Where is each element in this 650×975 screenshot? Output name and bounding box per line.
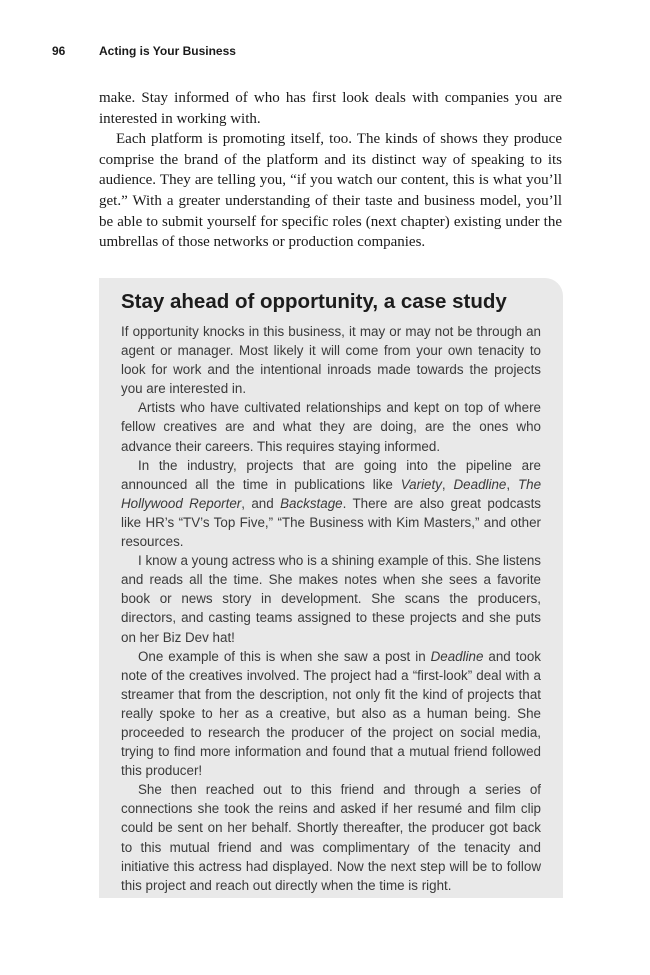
text-run: , and bbox=[241, 495, 281, 511]
case-study-box bbox=[99, 278, 563, 898]
case-study-paragraph bbox=[121, 647, 541, 781]
text-run: , bbox=[441, 476, 454, 492]
case-study-title: Stay ahead of opportunity, a case study bbox=[121, 290, 507, 313]
text-run: , bbox=[506, 476, 518, 492]
text-run: One example of this is when she saw a post in bbox=[138, 648, 431, 664]
case-study-paragraph: If opportunity knocks in this business, it may or may not be through an agent or manager. Most likely it will come from your own tenacity to look for work and the intentional inroads made towards the projects you are interested in. bbox=[121, 324, 541, 397]
publication-name: Backstage bbox=[280, 495, 343, 511]
body-paragraph: make. Stay informed of who has first look deals with companies you are interested in working with. bbox=[99, 90, 562, 127]
publication-name: The Hollywood Reporter bbox=[121, 476, 542, 511]
body-text bbox=[99, 88, 562, 253]
text-run: In the industry, projects that are going into the pipeline are announced all the time in publications like bbox=[121, 457, 541, 492]
publication-name: Variety bbox=[400, 476, 442, 492]
page-number: 96 bbox=[52, 44, 66, 58]
case-study-paragraph: I know a young actress who is a shining example of this. She listens and reads all the time. She makes notes when she sees a favorite book or news story in development. She scans the producers, directors, and casting teams assigned to these projects and she puts on her Biz Dev hat! bbox=[121, 553, 541, 645]
text-run: . There are also great podcasts like HR’s “TV’s Top Five,” “The Business with Kim Masters,” and other resources. bbox=[121, 495, 541, 550]
publication-name: Deadline bbox=[430, 648, 484, 664]
running-title: Acting is Your Business bbox=[99, 44, 236, 58]
case-study-paragraph: Artists who have cultivated relationships and kept on top of where fellow creatives are and what they are doing, are the ones who advance their careers. This requires staying informed. bbox=[121, 400, 541, 454]
case-study-text bbox=[121, 322, 541, 895]
running-header bbox=[52, 44, 236, 58]
case-study-paragraph bbox=[121, 456, 541, 551]
text-run: and took note of the creatives involved. The project had a “first-look” deal with a streamer that from the description, not only fit the kind of projects that really spoke to her as a creative, but also as a human being. She proceeded to research the producer of the project on social media, trying to find more information and found that a mutual friend followed this producer! bbox=[121, 648, 541, 779]
case-study-paragraph: She then reached out to this friend and through a series of connections she took the reins and asked if her resumé and film clip could be sent on her behalf. Shortly thereafter, the producer got back to this mutual friend and was complimentary of the tenacity and initiative this actress had displayed. Now the next step will be to follow this project and reach out directly when the time is right. bbox=[121, 782, 541, 893]
publication-name: Deadline bbox=[453, 476, 507, 492]
body-paragraph: Each platform is promoting itself, too. The kinds of shows they produce comprise the brand of the platform and its distinct way of speaking to its audience. They are telling you, “if you watch our content, this is what you’ll get.” With a greater understanding of their taste and business model, you’ll be able to submit yourself for specific roles (next chapter) existing under the umbrellas of those networks or production companies. bbox=[99, 131, 562, 251]
